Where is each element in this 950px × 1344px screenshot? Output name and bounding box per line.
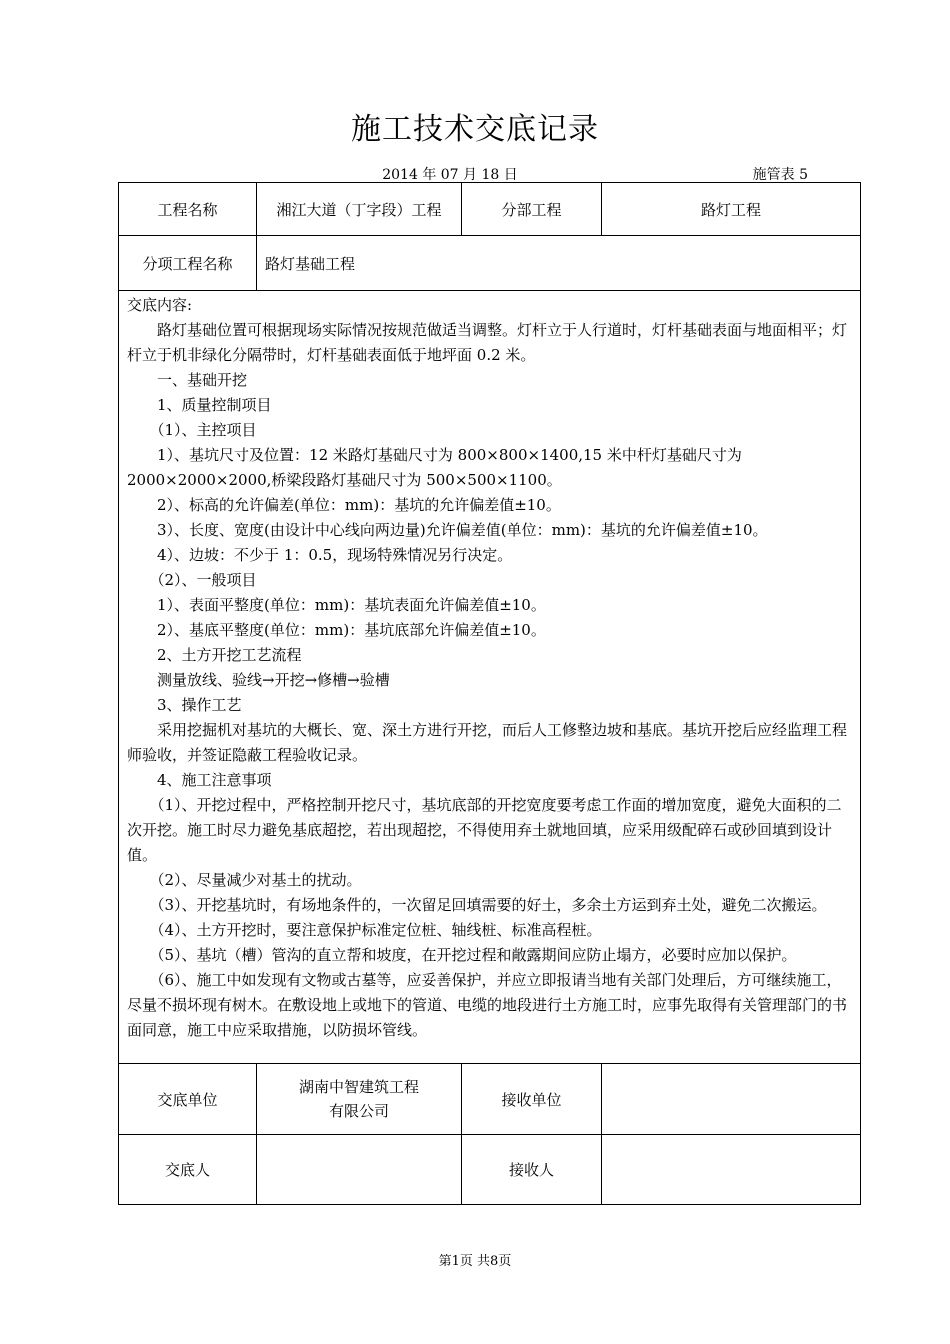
content-lines (127, 293, 852, 1043)
record-date: 2014 年 07 月 18 日 (382, 167, 518, 183)
content-paragraph: 4、施工注意事项 (127, 771, 272, 789)
content-paragraph: 1）、表面平整度(单位：mm)：基坑表面允许偏差值±10。 (127, 596, 546, 614)
receiver-label: 接收人 (462, 1135, 602, 1205)
content-paragraph: 路灯基础位置可根据现场实际情况按规范做适当调整。灯杆立于人行道时，灯杆基础表面与地面相平；灯杆立于机非绿化分隔带时，灯杆基础表面低于地坪面 0.2 米。 (127, 321, 848, 364)
receiver-value (602, 1135, 861, 1205)
subitem-label: 分项工程名称 (119, 236, 257, 291)
division-label: 分部工程 (462, 183, 602, 236)
project-name-label: 工程名称 (119, 183, 257, 236)
content-paragraph: （3）、开挖基坑时，有场地条件的，一次留足回填需要的好土，多余土方运到弃土处，避免二次搬运。 (127, 896, 827, 914)
content-paragraph: 1）、基坑尺寸及位置：12 米路灯基础尺寸为 800×800×1400,15 米中杆灯基础尺寸为 2000×2000×2000,桥梁段路灯基础尺寸为 500×500×1100。 (127, 446, 742, 489)
content-paragraph: （2）、尽量减少对基土的扰动。 (127, 871, 362, 889)
issuer-unit-label: 交底单位 (119, 1064, 257, 1135)
briefing-content (119, 291, 861, 1064)
content-paragraph: （4）、土方开挖时，要注意保护标准定位桩、轴线桩、标准高程桩。 (127, 921, 602, 939)
content-paragraph: 3、操作工艺 (127, 696, 242, 714)
content-paragraph: 采用挖掘机对基坑的大概长、宽、深土方进行开挖，而后人工修整边坡和基底。基坑开挖后应经监理工程师验收，并签证隐蔽工程验收记录。 (127, 721, 848, 764)
page-title: 施工技术交底记录 (351, 112, 599, 147)
content-paragraph: （1）、开挖过程中，严格控制开挖尺寸，基坑底部的开挖宽度要考虑工作面的增加宽度，避免大面积的二次开挖。施工时尽力避免基底超挖，若出现超挖，不得使用弃土就地回填，应采用级配碎石或砂回填到设计值。 (127, 796, 842, 864)
receiver-unit-value (602, 1064, 861, 1135)
issuer-value (257, 1135, 462, 1205)
issuer-unit-line1: 湖南中智建筑工程 (298, 1078, 419, 1096)
subitem-value: 路灯基础工程 (257, 236, 861, 291)
issuer-label: 交底人 (119, 1135, 257, 1205)
division-value: 路灯工程 (602, 183, 861, 236)
receiver-unit-label: 接收单位 (462, 1064, 602, 1135)
content-paragraph: 3）、长度、宽度(由设计中心线向两边量)允许偏差值(单位：mm)：基坑的允许偏差值±10。 (127, 521, 768, 539)
content-paragraph: 4）、边坡：不少于 1：0.5，现场特殊情况另行决定。 (127, 546, 513, 564)
content-paragraph: 1、质量控制项目 (127, 396, 272, 414)
issuer-unit-line2: 有限公司 (328, 1102, 389, 1120)
person-row (119, 1135, 861, 1205)
content-paragraph: （6）、施工中如发现有文物或古墓等，应妥善保护，并应立即报请当地有关部门处理后，方可继续施工，尽量不损坏现有树木。在敷设地上或地下的管道、电缆的地段进行土方施工时，应事先取得有关管理部门的书面同意，施工中应采取措施，以防损坏管线。 (127, 971, 848, 1039)
content-paragraph: 2）、基底平整度(单位：mm)：基坑底部允许偏差值±10。 (127, 621, 546, 639)
issuer-unit-value (257, 1064, 462, 1135)
content-paragraph: 交底内容: (127, 296, 193, 314)
subitem-row (119, 236, 861, 291)
content-paragraph: 测量放线、验线→开挖→修槽→验槽 (127, 671, 390, 689)
unit-row (119, 1064, 861, 1135)
form-number: 施管表 5 (752, 167, 808, 183)
project-name-value: 湘江大道（丁字段）工程 (257, 183, 462, 236)
content-paragraph: 2）、标高的允许偏差(单位：mm)：基坑的允许偏差值±10。 (127, 496, 561, 514)
content-paragraph: 一、基础开挖 (127, 371, 248, 389)
content-paragraph: 2、土方开挖工艺流程 (127, 646, 302, 664)
content-paragraph: （2）、一般项目 (127, 571, 257, 589)
content-paragraph: （1）、主控项目 (127, 421, 257, 439)
content-paragraph: （5）、基坑（槽）管沟的直立帮和坡度，在开挖过程和敞露期间应防止塌方，必要时应加以保护。 (127, 946, 797, 964)
page-number: 第1页 共8页 (438, 1254, 512, 1269)
project-row (119, 183, 861, 236)
content-row (119, 291, 861, 1064)
record-table (118, 182, 861, 1205)
